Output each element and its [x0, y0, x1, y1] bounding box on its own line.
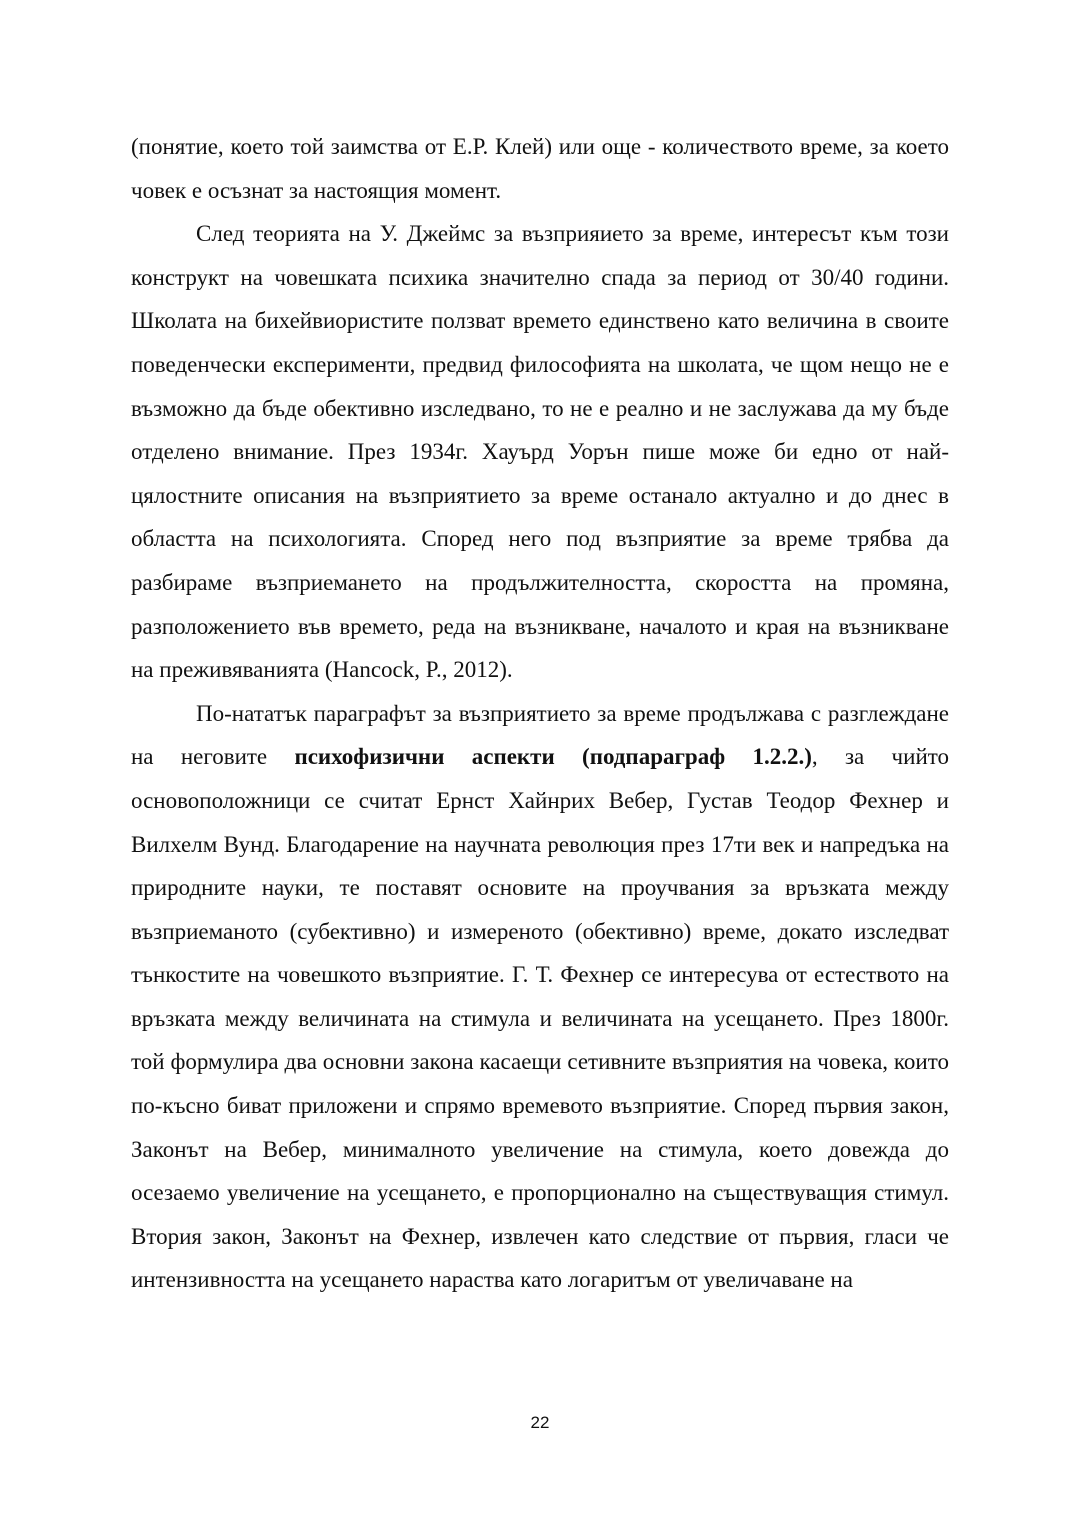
paragraph-3-bold-phrase: психофизични аспекти (подпараграф 1.2.2.)	[294, 744, 812, 770]
paragraph-3-text-start: По-нататък параграфът за възприятието за време продължава с разглеждане на неговите	[131, 700, 949, 770]
paragraph-3	[131, 692, 949, 1302]
paragraph-2: След теорията на У. Джеймс за възприяието за време, интересът към този конструкт на човешката психика значително спада за период от 30/40 години. Школата на бихейвиористите ползват времето единствено като величина в своите поведенчески експерименти, предвид философията на школата, че щом нещо не е възможно да бъде обективно изследвано, то не е реално и не заслужава да му бъде отделено внимание. През 1934г. Хауърд Уорън пише може би едно от най-цялостните описания на възприятието за време останало актуално и до днес в областта на психологията. Според него под възприятие за време трябва да разбираме възприемането на продължителността, скоростта на промяна, разположението във времето, реда на възникване, началото и края на възникване на преживяванията (Hancock, P., 2012).	[131, 221, 949, 683]
paragraph-3-text-end: , за чийто основоположници се считат Ернст Хайнрих Вебер, Густав Теодор Фехнер и Вилхелм Вунд. Благодарение на научната революция през 17ти век и напредъка на природните науки, те поставят основите на проучвания за връзката между възприеманото (субективно) и измереното (обективно) време, докато изследват тънкостите на човешкото възприятие. Г. Т. Фехнер се интересува от естеството на връзката между величината на стимула и величината на усещането. През 1800г. той формулира два основни закона касаещи сетивните възприятия на човека, които по-късно биват приложени и спрямо времевото възприятие. Според първия закон, Законът на Вебер, минималното увеличение на стимула, което довежда до осезаемо увеличение на усещането, е пропорционално на съществуващия стимул. Втория закон, Законът на Фехнер, извлечен като следствие от първия, гласи че интензивността на усещането нараства като логаритъм от увеличаване на	[131, 744, 949, 1293]
body-text	[131, 125, 949, 1302]
paragraph-1: (понятие, което той заимства от Е.Р. Клей) или още - количеството време, за което човек е осъзнат за настоящия момент.	[131, 134, 949, 203]
page-number: 22	[530, 1413, 550, 1432]
